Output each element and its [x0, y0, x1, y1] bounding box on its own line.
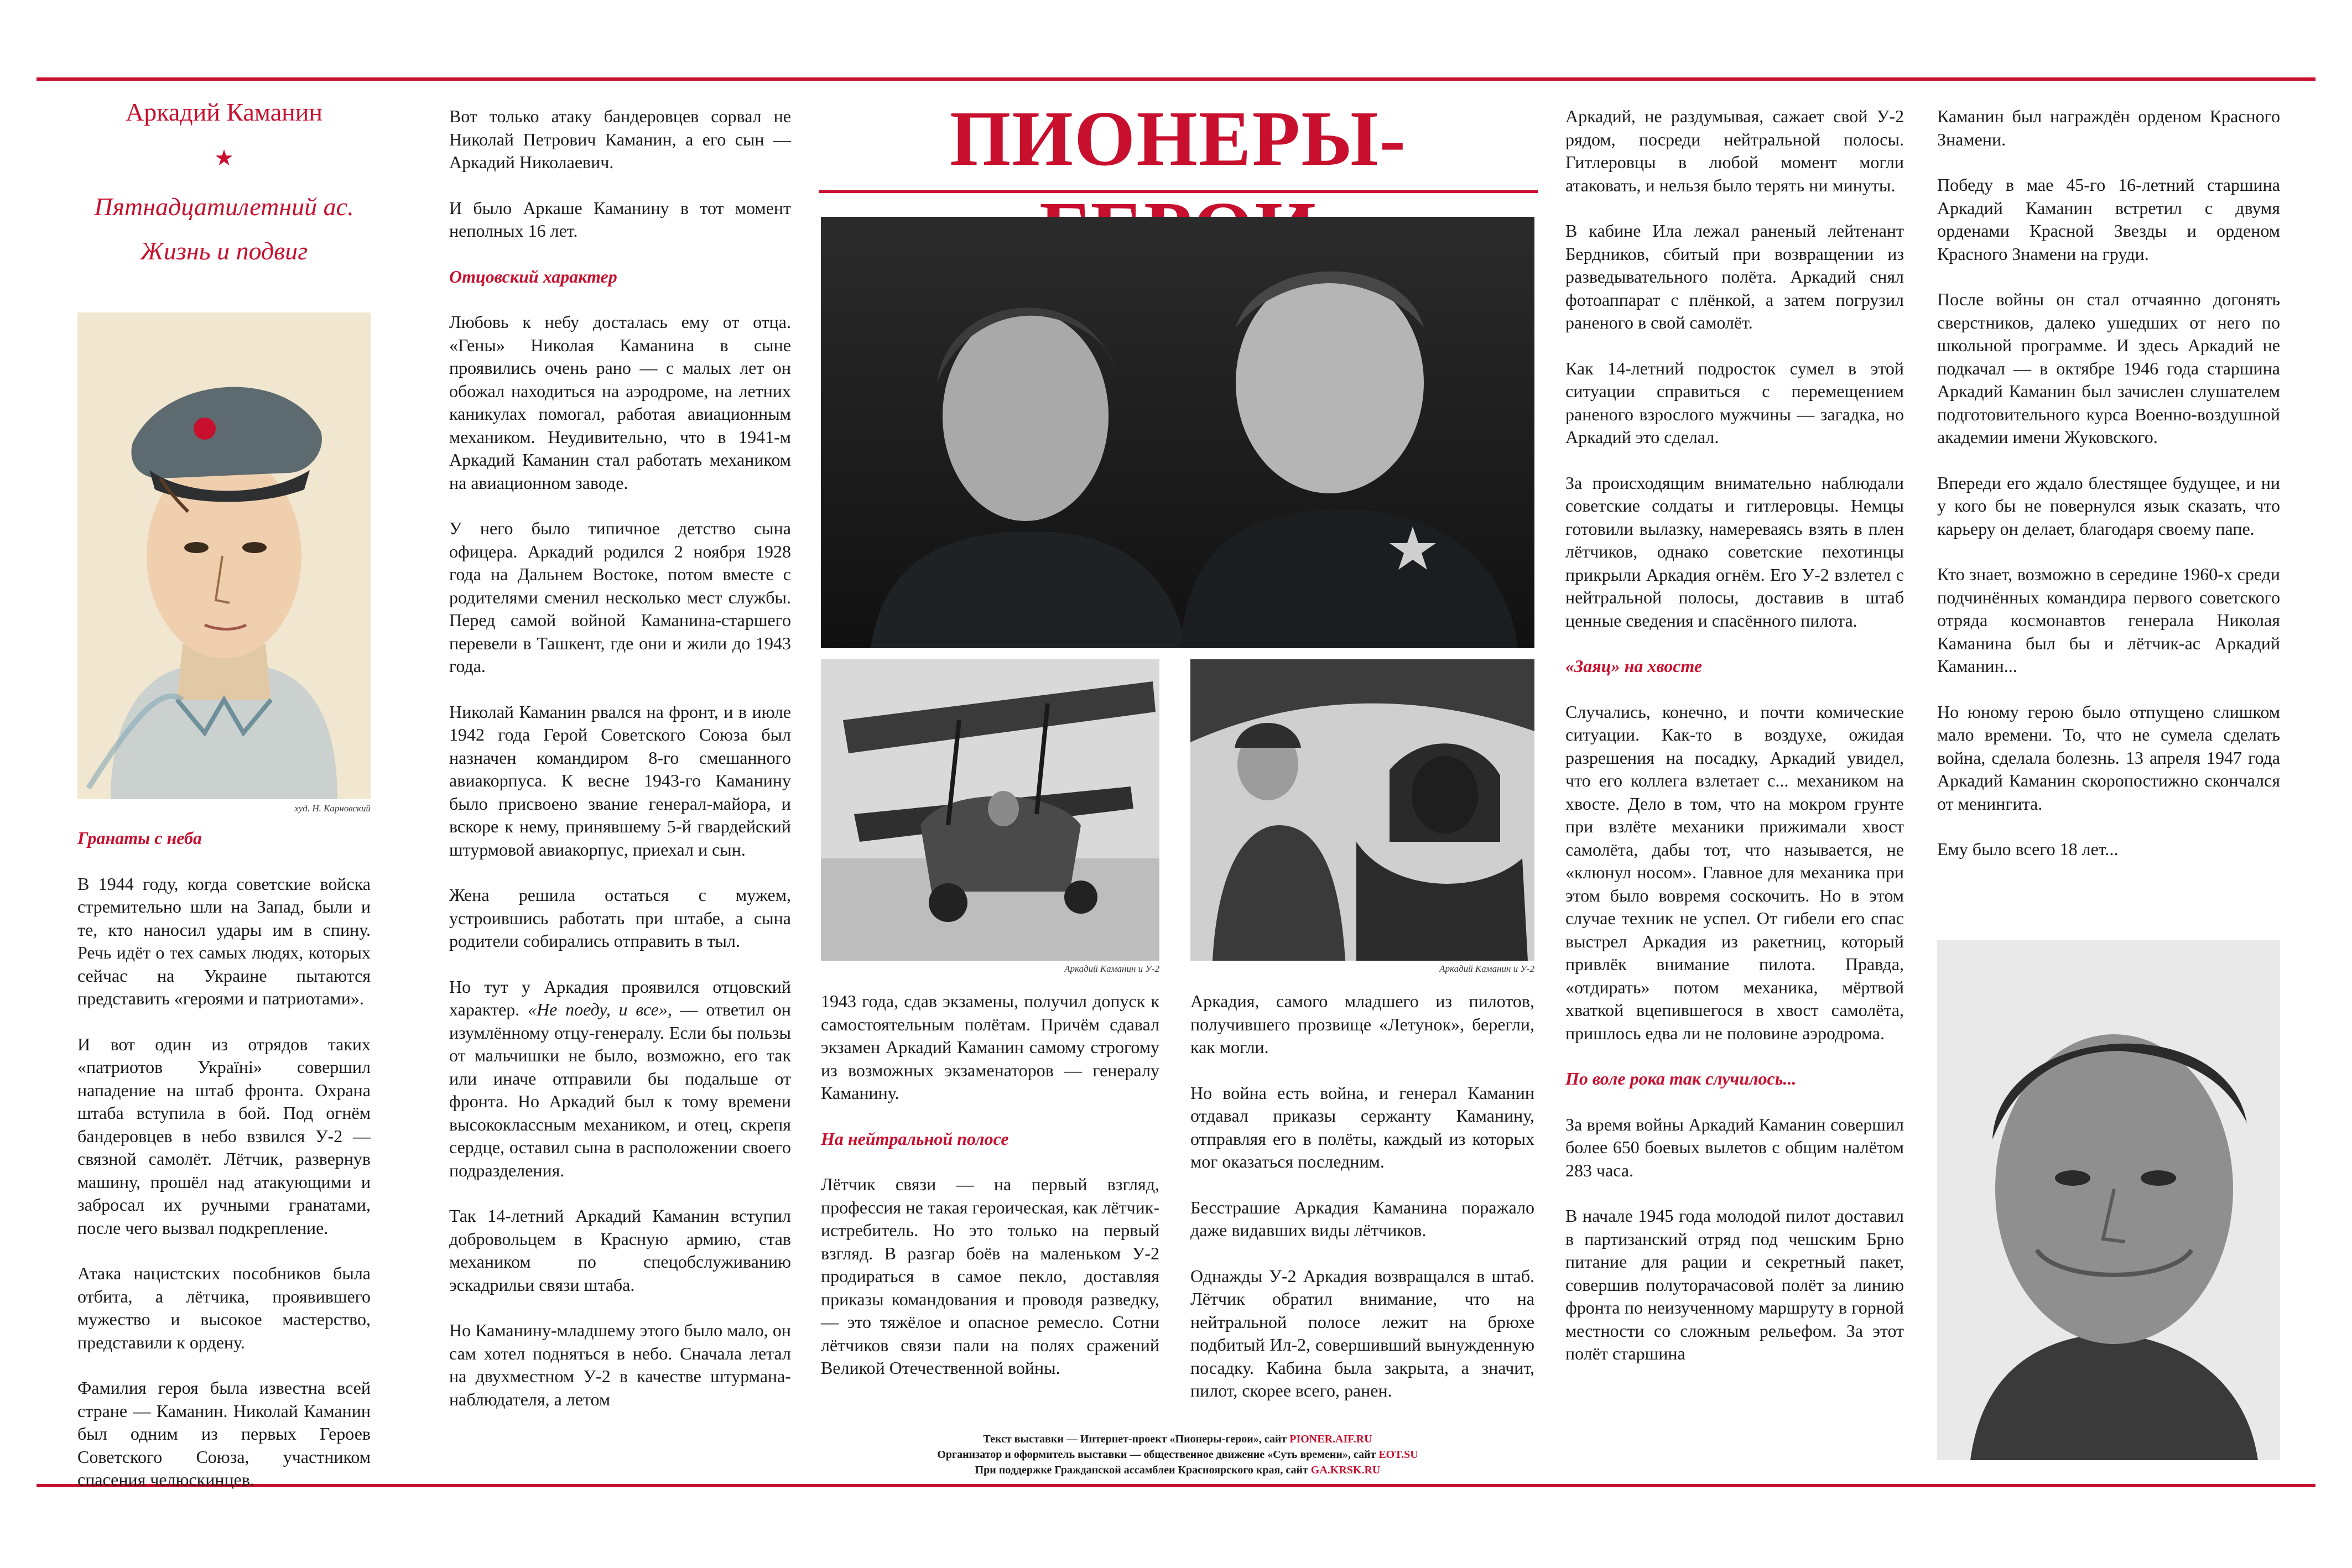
paragraph: Как 14-летний подросток сумел в этой ситуации справиться с перемещением раненого взрослого мужчины — загадка, но Аркадий это сделал.	[1565, 358, 1904, 447]
subtitle: Пятнадцатилетний ас. Жизнь и подвиг	[94, 192, 354, 265]
paragraph: У него было типичное детство сына офицера. Аркадий родился 2 ноября 1928 года на Дальнем Востоке, потом вместе с родителями сменил несколько мест службы. Перед самой войной Каманина-старшего перевели в Ташкент, где они и жили до 1943 года.	[449, 518, 791, 676]
paragraph: Жена решила остаться с мужем, устроившись работать при штабе, а сына родители собирались отправить в тыл.	[449, 885, 791, 951]
paragraph: Так 14-летний Аркадий Каманин вступил добровольцем в Красную армию, став механиком по спецобслуживанию эскадрильи связи штаба.	[449, 1206, 791, 1295]
paragraph: Николай Каманин рвался на фронт, и в июле 1942 года Герой Советского Союза был назначен командиром 8-го смешанного авиакорпуса. К весне 1943-го Каманину было присвоено звание генерал-майора, и вскоре к нему, принявшему 5-й гвардейский штурмовой авиакорпус, приехал и сын.	[449, 701, 791, 859]
title-underline	[819, 190, 1538, 193]
paragraph: Любовь к небу досталась ему от отца. «Гены» Николая Каманина в сыне проявились очень рано — с малых лет он обожал находиться на аэродроме, на летних каникулах помогал, работая авиационным механиком. Неудивительно, что в 1941-м Аркадий Каманин стал работать механиком на авиационном заводе.	[449, 312, 791, 493]
paragraph: Случались, конечно, и почти комические ситуации. Как-то в воздухе, ожидая разрешения на посадку, Аркадий увидел, что его коллега взлетает с... механиком на хвосте. Дело в том, что на мокром грунте при взлёте механики прижимали хвост самолёта, дабы тот, что называется, не «клюнул носом». Главное для механика при этом было вовремя соскочить. Но в этом случае техник не успел. От гибели его спас выстрел Аркадия из ракетниц, который привлёк внимание пилота. Правда, «отдирать» потом механика, мёртвой хваткой вцепившегося в хвост самолёта, пришлось едва ли не половине аэродрома.	[1565, 701, 1904, 1043]
paragraph: 1943 года, сдав экзамены, получил допуск к самостоятельным полётам. Причём сдавал экзамен Аркадий Каманин самому строгому из возможных экзаменаторов — генералу Каманину.	[821, 991, 1159, 1103]
paragraph: Но война есть война, и генерал Каманин отдавал приказы сержанту Каманину, отправляя его в полёты, каждый из которых мог оказаться последним.	[1190, 1082, 1534, 1171]
column-3	[821, 990, 1159, 1403]
paragraph: И было Аркаше Каманину в тот момент неполных 16 лет.	[449, 197, 791, 241]
paragraph: Аркадий, не раздумывая, сажает свой У-2 рядом, посреди нейтральной полосы. Гитлеровцы в любой момент могли атаковать, и нельзя было терять ни минуты.	[1565, 106, 1904, 195]
paragraph: Победу в мае 45-го 16-летний старшина Аркадий Каманин встретил с двумя орденами Красной Звезды и орденом Красного Знамени на груди.	[1937, 175, 2280, 264]
top-rule	[37, 77, 2315, 81]
footer-line: Текст выставки — Интернет-проект «Пионеры-герои», сайт PIONER.AIF.RU	[983, 1433, 1372, 1445]
portrait-drawing	[77, 312, 371, 799]
column-2	[449, 105, 791, 1434]
paragraph: За происходящим внимательно наблюдали советские солдаты и гитлеровцы. Немцы готовили вылазку, намереваясь взять в плен лётчиков, однако советские пехотинцы прикрыли Аркадия огнём. Его У-2 взлетел с нейтральной полосы, доставив в штаб ценные сведения и спасённого пилота.	[1565, 472, 1904, 631]
page-title: ПИОНЕРЫ-	[950, 95, 1407, 182]
star-icon: ★	[214, 145, 234, 170]
paragraph: Бесстрашие Аркадия Каманина поражало даже видавших виды лётчиков.	[1190, 1197, 1534, 1240]
section-heading-neutral-strip: На нейтральной полосе	[821, 1128, 1009, 1149]
footer-credits	[821, 1431, 1534, 1478]
paragraph: Фамилия героя была известна всей стране — Каманин. Николай Каманин был одним из первых Героев Советского Союза, участником спасения челюскинцев.	[77, 1378, 371, 1489]
paragraph: В начале 1945 года молодой пилот доставил в партизанский отряд под чешским Брно питание для рации и секретный пакет, совершив полуторачасовой полёт за линию фронта по неизученному маршруту в горной местности со сложным рельефом. За этот полёт старшина	[1565, 1206, 1904, 1363]
paragraph: Однажды У-2 Аркадия возвращался в штаб. Лётчик обратил внимание, что на нейтральной полосе лежит на брюхе подбитый Ил-2, совершивший вынужденную посадку. Кабина была закрыта, а значит, пилот, скорее всего, ранен.	[1190, 1265, 1534, 1400]
paragraph: Но тут у Аркадия проявился отцовский характер. «Не поеду, и все», — ответил он изумлённому отцу-генералу. Если бы пользы от мальчишки не было, возможно, его так или иначе отправили бы подальше от фронта. Но Аркадий был к тому времени высококлассным механиком, и отец, скрепя сердце, оставил сына в расположении своего подразделения.	[449, 976, 792, 1180]
paragraph: В 1944 году, когда советские войска стремительно шли на Запад, были и те, кто наносил удары им в спину. Речь идёт о тех самых людях, которых сейчас на Украине пытаются представить «героями и патриотами».	[77, 873, 371, 1008]
footer-line: Организатор и оформитель выставки — общественное движение «Суть времени», сайт EOT.SU	[937, 1449, 1418, 1461]
paragraph: После войны он стал отчаянно догонять сверстников, далеко ушедших от него по школьной программе. И здесь Аркадий не подкачал — в октябре 1946 года старшина Аркадий Каманин был зачислен слушателем подготовительного курса Военно-воздушной академии имени Жуковского.	[1937, 289, 2280, 447]
plane-caption: Аркадий Каманин и У-2	[1064, 963, 1159, 974]
section-heading-fate: По воле рока так случилось...	[1565, 1069, 1797, 1088]
paragraph: Впереди его ждало блестящее будущее, и ни у кого бы не повернулся язык сказать, что карьеру он делает, благодаря своему папе.	[1937, 472, 2280, 539]
site-link-ga[interactable]: GA.KRSK.RU	[1310, 1464, 1381, 1476]
column-1	[77, 827, 371, 1514]
paragraph: Лётчик связи — на первый взгляд, профессия не такая героическая, как лётчик-истребитель. Но это только на первый взгляд. В разгар боёв на маленьком У-2 продираться в самое пекло, доставляя приказы командования и проводя разведку, — это тяжёлое и опасное ремесло. Сотни лётчиков связи пали на полях сражений Великой Отечественной войны.	[821, 1174, 1159, 1378]
column-5	[1565, 105, 1904, 1388]
paragraph: За время войны Аркадий Каманин совершил более 650 боевых вылетов с общим налётом 283 часа.	[1565, 1114, 1904, 1180]
paragraph: Каманин был награждён орденом Красного Знамени.	[1937, 106, 2280, 149]
person-heading: Аркадий Каманин	[126, 98, 322, 126]
father-son-photo	[821, 217, 1534, 648]
site-link-pioner[interactable]: PIONER.AIF.RU	[1289, 1433, 1372, 1445]
paragraph: Ему было всего 18 лет...	[1937, 839, 2119, 859]
plane-photo	[821, 659, 1159, 961]
section-heading-grenades: Гранаты с неба	[77, 828, 202, 848]
quote: «Не поеду, и все»	[528, 999, 668, 1019]
paragraph: И вот один из отрядов таких «патриотов Україні» совершил нападение на штаб фронта. Охрана штаба вступила в бой. Под огнём бандеровцев в небо взвился У-2 — связной самолёт. Лётчик, развернув машину, прошёл над атакующими и забросал их ручными гранатами, после чего вызвал подкрепление.	[77, 1034, 371, 1238]
pilots-photo	[1190, 659, 1534, 961]
paragraph: В кабине Ила лежал раненый лейтенант Бердников, сбитый при возвращении из разведывательного полёта. Аркадий снял фотоаппарат с плёнкой, а затем погрузил раненого в свой самолёт.	[1565, 221, 1904, 332]
paragraph: Аркадия, самого младшего из пилотов, получившего прозвище «Летунок», берегли, как могли.	[1190, 991, 1534, 1057]
footer-line: При поддержке Гражданской ассамблеи Красноярского края, сайт GA.KRSK.RU	[975, 1464, 1381, 1476]
pilots-caption: Аркадий Каманин и У-2	[1439, 963, 1534, 974]
paragraph: Но юному герою было отпущено слишком мало времени. То, что не сумела сделать война, сделала болезнь. 13 апреля 1947 года Аркадий Каманин скоропостижно скончался от менингита.	[1937, 701, 2280, 814]
column-4	[1190, 990, 1534, 1425]
section-heading-fathers-character: Отцовский характер	[449, 266, 617, 286]
column-6	[1937, 105, 2280, 884]
paragraph: Атака нацистских пособников была отбита, а лётчика, проявившего мужество и высокое мастерство, представили к ордену.	[77, 1263, 371, 1352]
portrait-caption: худ. Н. Карновский	[294, 803, 371, 814]
bottom-rule	[37, 1484, 2315, 1487]
paragraph: Вот только атаку бандеровцев сорвал не Николай Петрович Каманин, а его сын — Аркадий Николаевич.	[449, 106, 791, 172]
paragraph: Но Каманину-младшему этого было мало, он сам хотел подняться в небо. Сначала летал на двухместном У-2 в качестве штурмана-наблюдателя, а летом	[449, 1320, 791, 1409]
arkady-portrait-photo	[1937, 940, 2280, 1460]
site-link-eot[interactable]: EOT.SU	[1378, 1449, 1418, 1461]
section-heading-tail: «Заяц» на хвосте	[1565, 656, 1703, 676]
paragraph: Кто знает, возможно в середине 1960-х среди подчинённых командира первого советского отряда космонавтов генерала Николая Каманина был бы и лётчик-ас Аркадий Каманин...	[1937, 564, 2280, 676]
